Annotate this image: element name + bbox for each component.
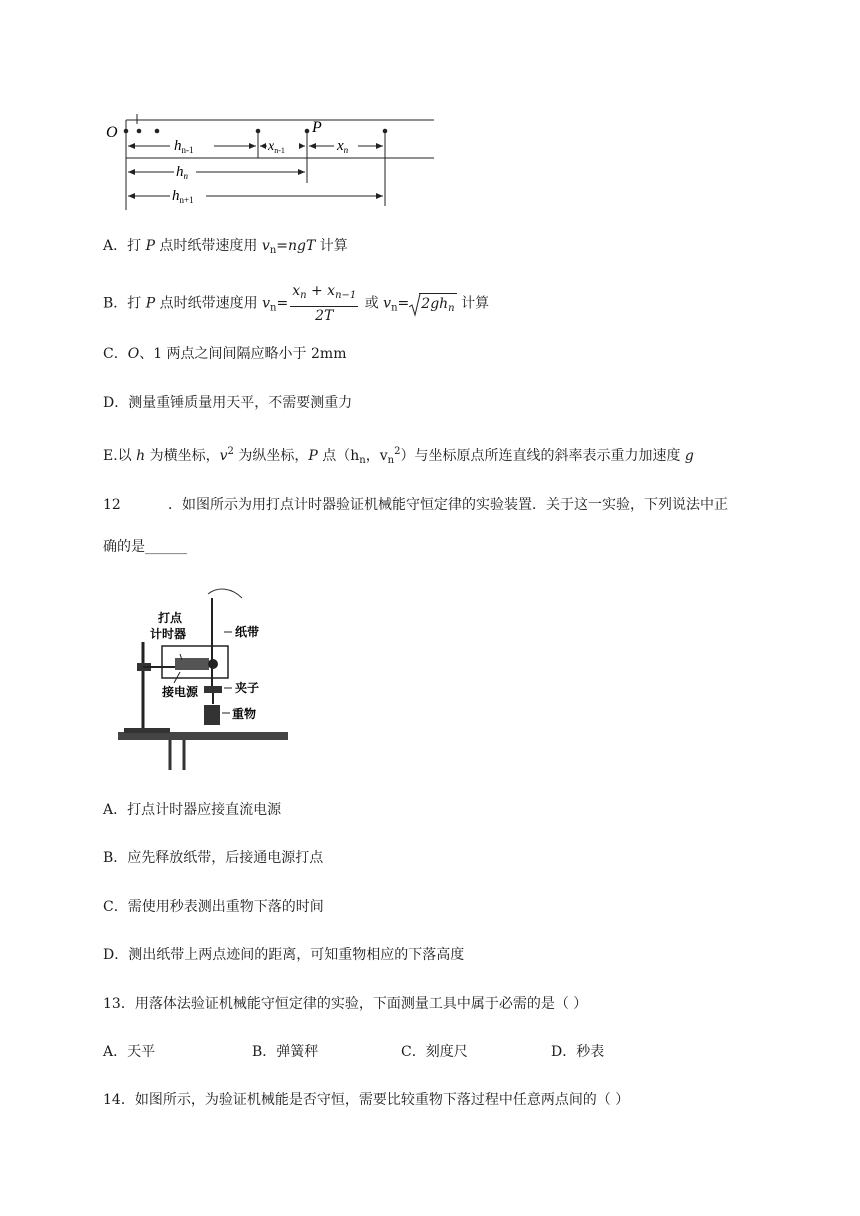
label-h-n-plus-1: $h_{n+1}$ bbox=[172, 188, 194, 205]
label-timer: 打点 bbox=[158, 611, 183, 625]
var-p: P bbox=[145, 238, 155, 254]
option-a-prefix: A．打 bbox=[103, 238, 146, 254]
fraction-denominator: 2T bbox=[315, 308, 334, 324]
fraction-numerator: $x_n + x_{n-1}$ bbox=[290, 282, 358, 307]
option-b-mid: 点时纸带速度用 bbox=[155, 295, 263, 312]
equals: = bbox=[276, 295, 289, 312]
q13-option-a: A．天平 bbox=[103, 1044, 156, 1060]
var-v: v bbox=[383, 295, 392, 312]
option-b-prefix: B．打 bbox=[103, 295, 146, 312]
sqrt-expression bbox=[409, 283, 456, 325]
arrowhead bbox=[128, 143, 135, 149]
option-e: E.以 h 为横坐标，$v^2$ 为纵坐标，P 点（$h_n$，$v_n^2$）与坐标原点所连直线的斜率表示重力加速度 g bbox=[103, 446, 694, 466]
label-h-n: $h_n$ bbox=[176, 164, 188, 181]
label-P: P bbox=[312, 119, 322, 136]
dot-0 bbox=[124, 129, 129, 134]
question-14: 14．如图所示，为验证机械能是否守恒，需要比较重物下落过程中任意两点间的（ ） bbox=[103, 1092, 630, 1108]
option-c: C．O、1 两点之间间隔应略小于 2mm bbox=[103, 346, 347, 362]
q13-option-d: D．秒表 bbox=[551, 1044, 605, 1060]
weight bbox=[204, 705, 220, 725]
question-12-line2: 确的是______ bbox=[103, 539, 187, 555]
clamp bbox=[204, 686, 222, 693]
equals: = bbox=[276, 238, 288, 254]
question-13: 13．用落体法验证机械能守恒定律的实验，下面测量工具中属于必需的是（ ） bbox=[103, 996, 588, 1012]
label-O: O bbox=[106, 124, 118, 141]
sub-n: n bbox=[391, 302, 398, 314]
var-v: v bbox=[262, 295, 270, 312]
arrowhead bbox=[128, 193, 135, 199]
label-power: 接电源 bbox=[162, 685, 199, 699]
q12-option-d: D．测出纸带上两点迹间的距离，可知重物相应的下落高度 bbox=[103, 947, 465, 963]
sub-n: n bbox=[269, 245, 277, 256]
option-b-suffix: 计算 bbox=[456, 295, 490, 312]
sub-n: n bbox=[270, 302, 277, 314]
expr-ngT: ngT bbox=[288, 238, 316, 254]
label-x-n: $x_n$ bbox=[337, 138, 349, 155]
q12-option-a: A．打点计时器应接直流电源 bbox=[103, 802, 282, 818]
equals: = bbox=[397, 295, 410, 312]
q13-option-b: B．弹簧秤 bbox=[252, 1044, 319, 1060]
arrowhead bbox=[299, 143, 305, 149]
label-clamp: 夹子 bbox=[235, 681, 260, 695]
label-tape: 纸带 bbox=[235, 625, 260, 639]
fraction bbox=[290, 282, 358, 325]
var-p: P bbox=[145, 295, 156, 312]
question-12-number: 12 bbox=[103, 497, 121, 513]
option-d: D．测量重锤质量用天平，不需要测重力 bbox=[103, 395, 353, 411]
stand-base bbox=[124, 728, 170, 733]
var-o: O bbox=[127, 346, 140, 362]
arrowhead bbox=[376, 143, 383, 149]
option-b bbox=[103, 282, 489, 330]
q12-option-b: B．应先释放纸带，后接通电源打点 bbox=[103, 850, 324, 866]
arrowhead bbox=[260, 143, 266, 149]
q13-option-c: C．刻度尺 bbox=[401, 1044, 468, 1060]
or-text: 或 bbox=[360, 295, 384, 312]
arrowhead bbox=[298, 169, 305, 175]
dot-2 bbox=[155, 129, 160, 134]
hand bbox=[208, 589, 242, 598]
question-12-line1: ．如图所示为用打点计时器验证机械能守恒定律的实验装置．关于这一实验，下列说法中正 bbox=[168, 497, 728, 513]
option-a-mid: 点时纸带速度用 bbox=[154, 238, 262, 254]
option-a-suffix: 计算 bbox=[315, 238, 348, 254]
arrowhead bbox=[128, 169, 135, 175]
arrowhead bbox=[249, 143, 256, 149]
arrowhead bbox=[376, 193, 383, 199]
paper-tape-figure bbox=[100, 108, 440, 212]
option-a bbox=[103, 236, 348, 261]
timer-body bbox=[175, 658, 209, 670]
q12-option-c: C．需使用秒表测出重物下落的时间 bbox=[103, 899, 324, 915]
var-v: v bbox=[261, 238, 270, 254]
arrowhead bbox=[309, 143, 316, 149]
label-h-n-1: $h_{n-1}$ bbox=[174, 138, 194, 155]
table-top bbox=[118, 732, 288, 740]
label-weight: 重物 bbox=[232, 707, 257, 721]
sqrt-radicand: $2gh_n$ bbox=[419, 293, 456, 319]
dot-1 bbox=[137, 129, 142, 134]
sqrt-icon bbox=[409, 293, 421, 317]
label-x-n-1: $x_{n-1}$ bbox=[268, 139, 285, 155]
label-timer-2: 计时器 bbox=[150, 627, 187, 641]
apparatus-figure bbox=[100, 580, 290, 770]
